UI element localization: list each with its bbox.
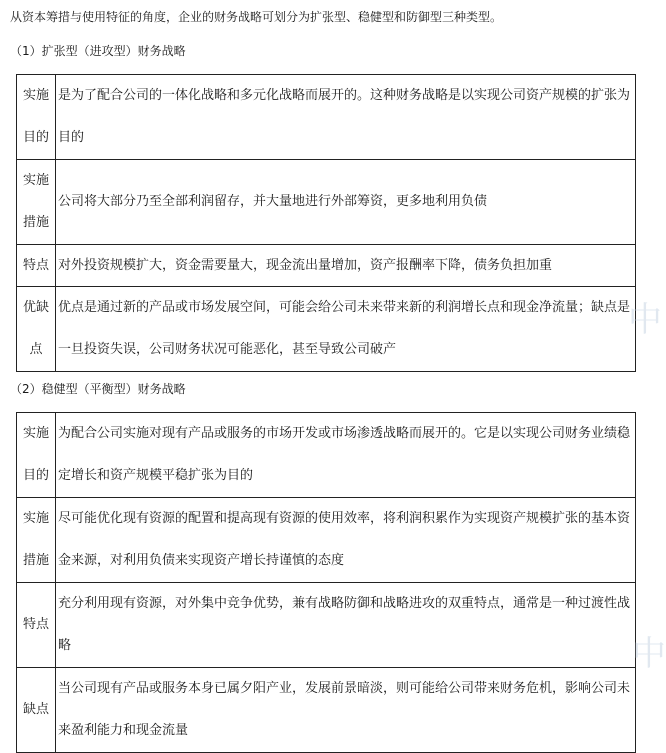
row-content-cell: 尽可能优化现有资源的配置和提高现有资源的使用效率，将利润积累作为实现资产规模扩张的基本资金来源，对利用负债来实现资产增长持谨慎的态度 <box>56 498 636 583</box>
row-label-cell: 实施措施 <box>17 498 56 583</box>
row-content-cell: 是为了配合公司的一体化战略和多元化战略而展开的。这种财务战略是以实现公司资产规模的扩张为目的 <box>56 75 636 160</box>
row-label-cell: 优缺点 <box>17 287 56 372</box>
section-title-stable: （2）稳健型（平衡型）财务战略 <box>10 382 186 396</box>
stable-strategy-table <box>16 412 636 753</box>
table-row <box>17 287 636 372</box>
row-content-cell: 优点是通过新的产品或市场发展空间，可能会给公司未来带来新的利润增长点和现金净流量；缺点是一旦投资失误，公司财务状况可能恶化，甚至导致公司破产 <box>56 287 636 372</box>
row-label-cell: 实施措施 <box>17 160 56 245</box>
row-content-cell: 当公司现有产品或服务本身已属夕阳产业，发展前景暗淡，则可能给公司带来财务危机，影响公司未来盈利能力和现金流量 <box>56 668 636 753</box>
row-content-cell: 充分利用现有资源，对外集中竞争优势，兼有战略防御和战略进攻的双重特点，通常是一种过渡性战略 <box>56 583 636 668</box>
row-label-cell: 实施目的 <box>17 75 56 160</box>
table-row <box>17 245 636 287</box>
expansion-strategy-table <box>16 74 636 372</box>
row-label-cell: 缺点 <box>17 668 56 753</box>
table-row <box>17 160 636 245</box>
row-content-cell: 为配合公司实施对现有产品或服务的市场开发或市场渗透战略而展开的。它是以实现公司财务业绩稳定增长和资产规模平稳扩张为目的 <box>56 413 636 498</box>
table-row <box>17 413 636 498</box>
row-content-cell: 公司将大部分乃至全部利润留存，并大量地进行外部筹资，更多地利用负债 <box>56 160 636 245</box>
table-row <box>17 583 636 668</box>
watermark-mark: 中 <box>628 300 662 340</box>
table-row <box>17 75 636 160</box>
row-label-cell: 特点 <box>17 583 56 668</box>
table-row <box>17 498 636 583</box>
row-label-cell: 特点 <box>17 245 56 287</box>
row-label-cell: 实施目的 <box>17 413 56 498</box>
row-content-cell: 对外投资规模扩大，资金需要量大，现金流出量增加，资产报酬率下降，债务负担加重 <box>56 245 636 287</box>
watermark-mark: 中 <box>632 634 666 674</box>
intro-text: 从资本筹措与使用特征的角度，企业的财务战略可划分为扩张型、稳健型和防御型三种类型。 <box>10 10 503 24</box>
section-title-expansion: （1）扩张型（进攻型）财务战略 <box>10 44 186 58</box>
table-row <box>17 668 636 753</box>
